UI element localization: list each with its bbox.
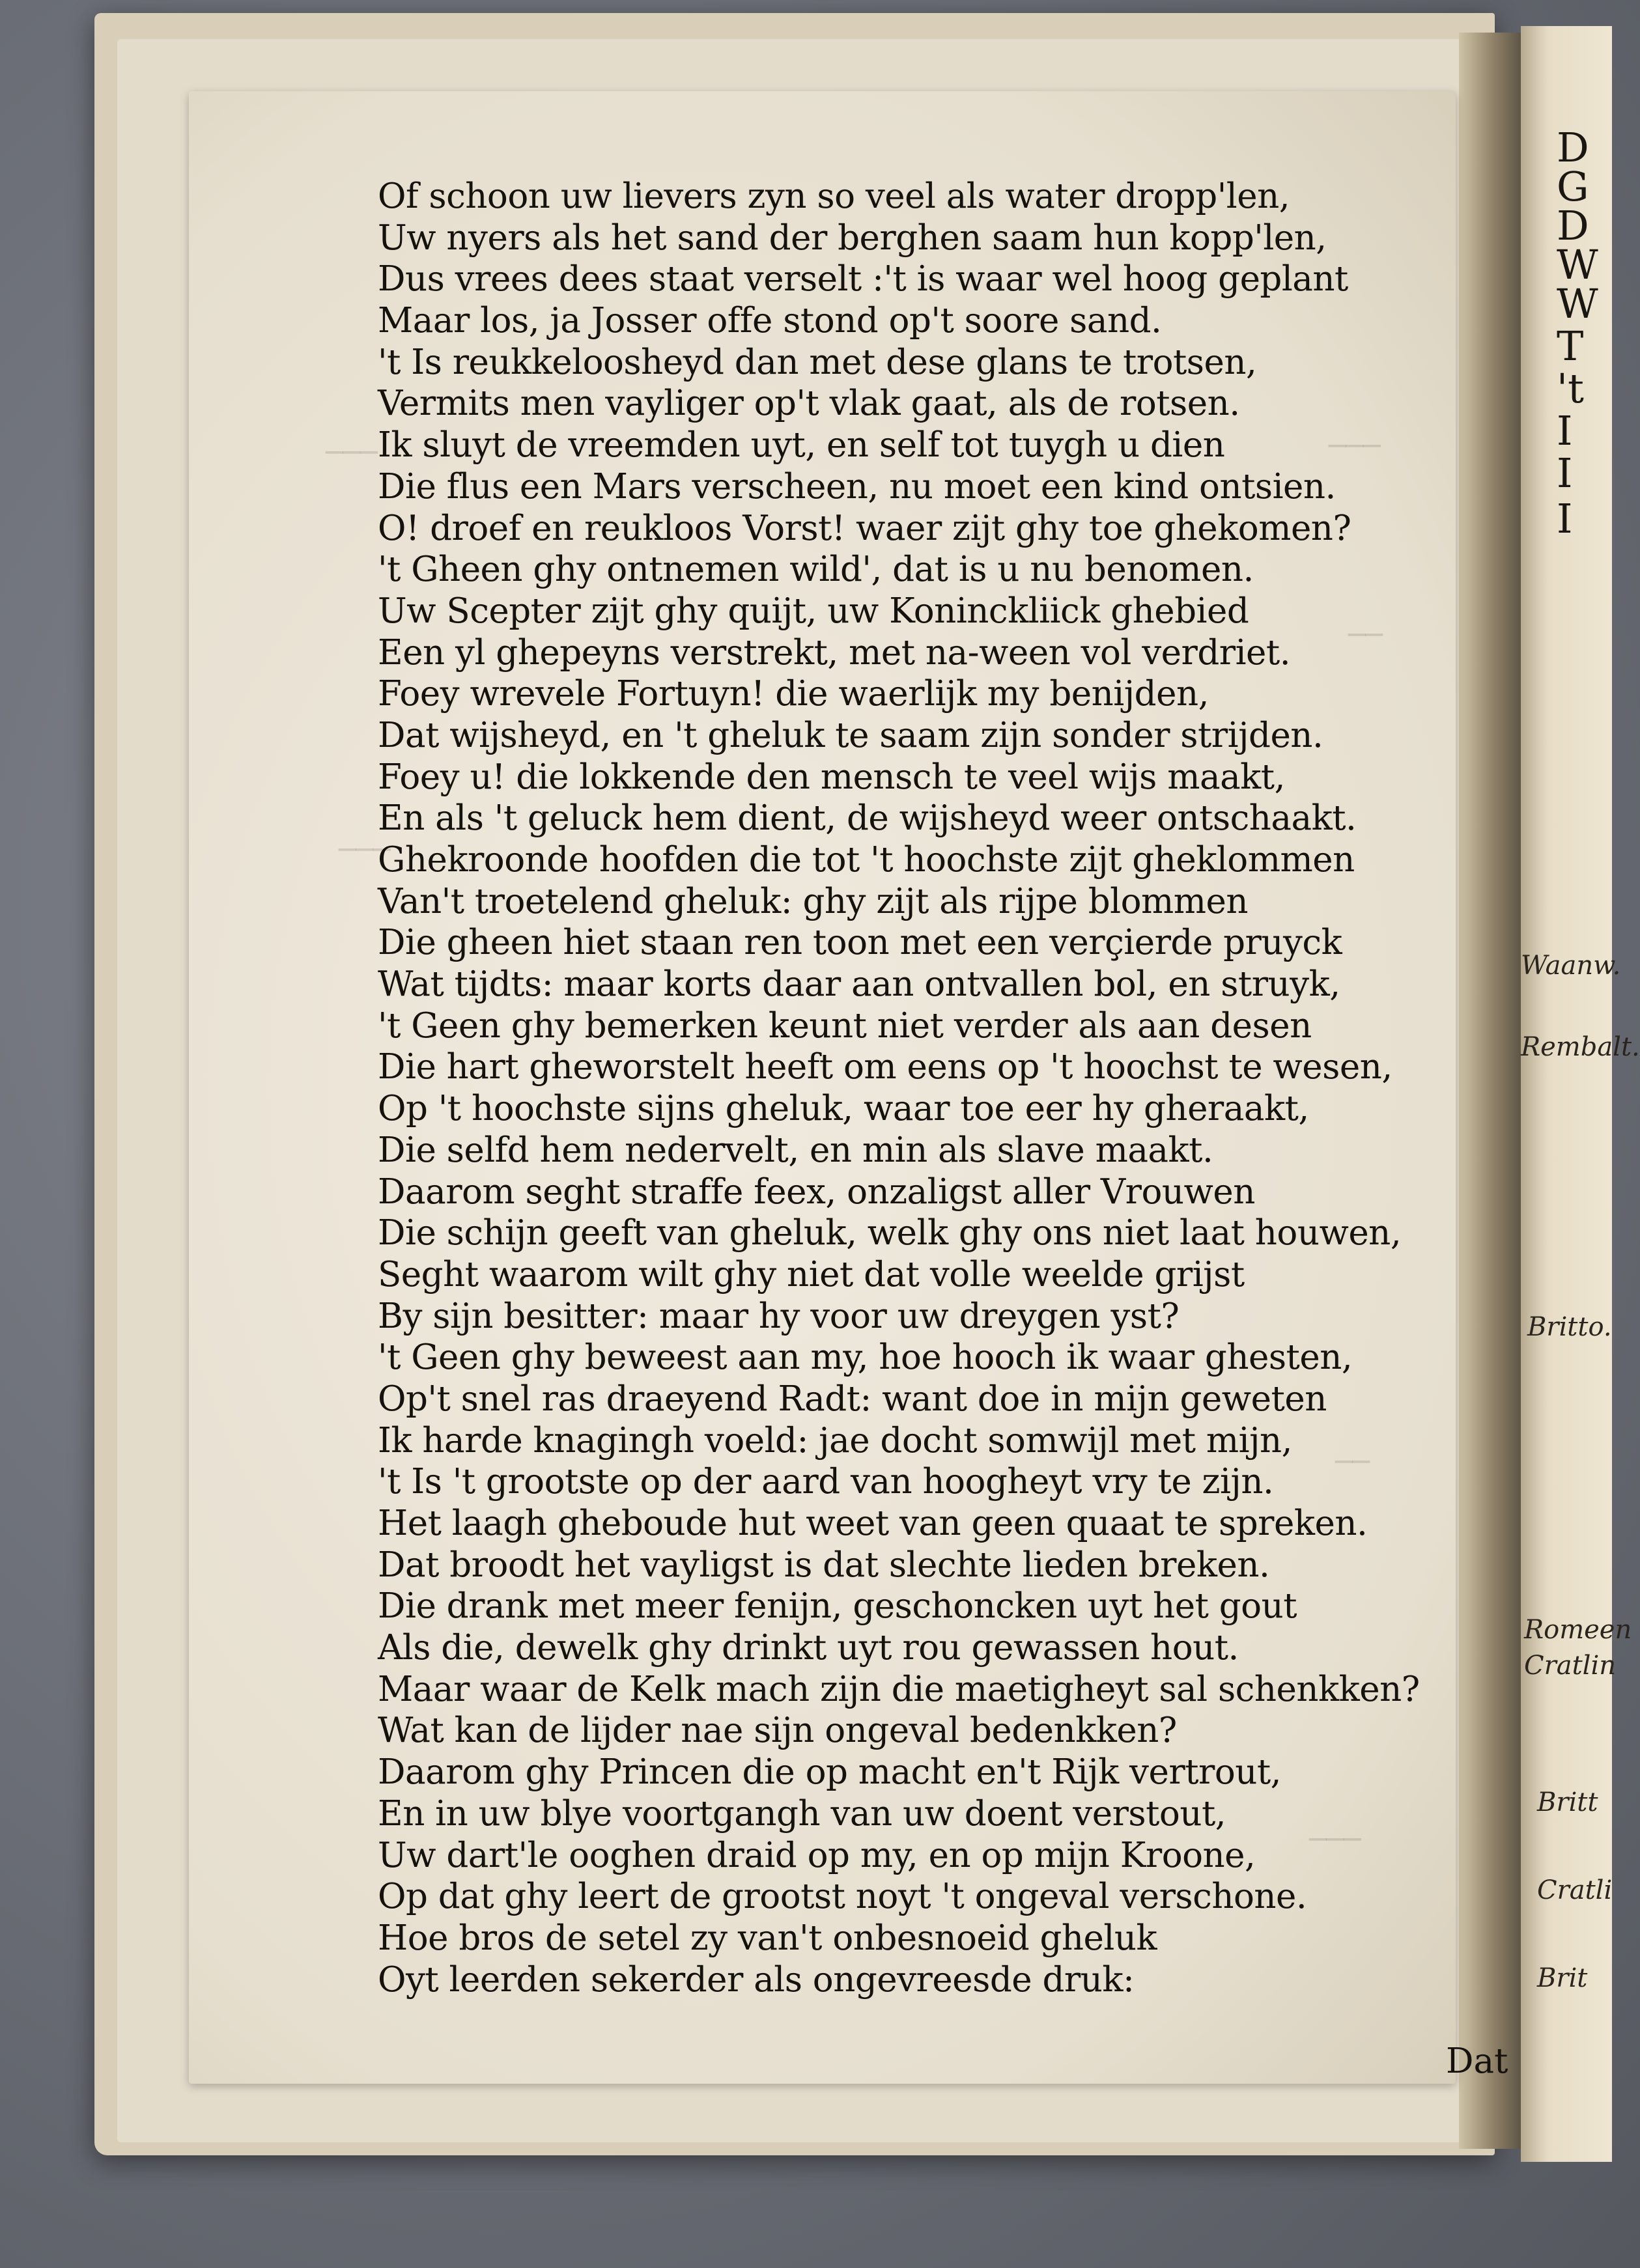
verse-line: En als 't geluck hem dient, de wijsheyd weer ontschaakt. [378, 798, 1357, 839]
verse-line: 't Geen ghy beweest aan my, hoe hooch ik waar ghesten, [378, 1337, 1353, 1378]
left-page [189, 91, 1508, 2084]
verse-line: Uw dart'le ooghen draid op my, en op mijn Kroone, [378, 1835, 1256, 1875]
verse-line: Ik harde knagingh voeld: jae docht somwijl met mijn, [378, 1420, 1293, 1461]
bleed-through-mark: ─── [1329, 430, 1381, 463]
verse-line: Uw nyers als het sand der berghen saam hun kopp'len, [378, 217, 1327, 258]
verse-line: Ik sluyt de vreemden uyt, en self tot tuygh u dien [378, 425, 1225, 466]
verse-line: O! droef en reukloos Vorst! waer zijt ghy toe ghekomen? [378, 508, 1351, 548]
verse-line: 't Is 't grootste op der aard van hoogheyt vry te zijn. [378, 1462, 1274, 1502]
verse-line: Daarom seght straffe feex, onzaligst aller Vrouwen [378, 1171, 1255, 1212]
speaker-label: Romeen [1524, 1615, 1632, 1645]
verse-line: Foey u! die lokkende den mensch te veel wijs maakt, [378, 757, 1285, 797]
facing-page-fragment: I [1557, 407, 1573, 455]
verse-line: En in uw blye voortgangh van uw doent verstout, [378, 1793, 1226, 1834]
verse-line: 't Gheen ghy ontnemen wild', dat is u nu benomen. [378, 550, 1254, 590]
verse-line: Dat wijsheyd, en 't gheluk te saam zijn sonder strijden. [378, 715, 1323, 755]
speaker-label: Britto. [1527, 1312, 1612, 1342]
speaker-label: Britt [1537, 1787, 1598, 1817]
facing-page [1521, 26, 1640, 2162]
bleed-through-mark: ─── [1309, 1823, 1361, 1856]
facing-page-fragment: D [1557, 202, 1589, 249]
verse-line: Een yl ghepeyns verstrekt, met na-ween vol verdriet. [378, 632, 1291, 673]
bleed-through-mark: ── [1348, 619, 1383, 652]
verse-line: Wat kan de lijder nae sijn ongeval bedenkken? [378, 1711, 1177, 1751]
speaker-label: Brit [1537, 1963, 1588, 1993]
facing-page-fragment: I [1557, 495, 1573, 542]
verse-line: Maar waar de Kelk mach zijn die maetigheyt sal schenkken? [378, 1669, 1420, 1709]
verse-line: Maar los, ja Josser offe stond op't soore sand. [378, 301, 1162, 341]
verse-line: Uw Scepter zijt ghy quijt, uw Koninckliick ghebied [378, 591, 1249, 631]
verse-line: Dat broodt het vayligst is dat slechte lieden breken. [378, 1545, 1270, 1585]
verse-line: 't Is reukkeloosheyd dan met dese glans te trotsen, [378, 342, 1257, 382]
bleed-through-mark: ── [1335, 1446, 1370, 1479]
verse-line: 't Geen ghy bemerken keunt niet verder als aan desen [378, 1005, 1312, 1046]
speaker-label: Rembalt. [1521, 1032, 1640, 1062]
verse-line: By sijn besitter: maar hy voor uw dreygen yst? [378, 1296, 1180, 1336]
verse-line: Die flus een Mars verscheen, nu moet een kind ontsien. [378, 466, 1336, 507]
facing-page-fragment: 't [1557, 365, 1584, 412]
speaker-label: Cratli [1537, 1875, 1613, 1905]
verse-text-block [378, 176, 1452, 2000]
verse-line: Ghekroonde hoofden die tot 't hoochste zijt gheklommen [378, 840, 1355, 880]
verse-line: Die gheen hiet staan ren toon met een verçierde pruyck [378, 923, 1342, 963]
verse-line: Seght waarom wilt ghy niet dat volle weelde grijst [378, 1254, 1245, 1295]
verse-line: Het laagh gheboude hut weet van geen quaat te spreken. [378, 1504, 1368, 1543]
verse-line: Die schijn geeft van gheluk, welk ghy ons niet laat houwen, [378, 1213, 1402, 1253]
verse-line: Vermits men vayliger op't vlak gaat, als de rotsen. [378, 384, 1240, 424]
verse-line: Als die, dewelk ghy drinkt uyt rou gewassen hout. [378, 1628, 1239, 1668]
verse-line: Op't snel ras draeyend Radt: want doe in mijn geweten [378, 1379, 1327, 1419]
verse-line: Foey wrevele Fortuyn! die waerlijk my benijden, [378, 674, 1209, 714]
verse-line: Daarom ghy Princen die op macht en't Rijk vertrout, [378, 1752, 1282, 1793]
facing-page-fragment: W [1557, 280, 1598, 328]
verse-line: Van't troetelend gheluk: ghy zijt als rijpe blommen [378, 881, 1249, 921]
verse-line: Die selfd hem nedervelt, en min als slave maakt. [378, 1130, 1213, 1170]
facing-page-fragment: I [1557, 449, 1573, 497]
verse-line: Of schoon uw lievers zyn so veel als water dropp'len, [378, 176, 1290, 216]
facing-page-fragment: G [1557, 163, 1589, 210]
verse-line: Op 't hoochste sijns gheluk, waar toe eer hy gheraakt, [378, 1089, 1309, 1129]
verse-line: Op dat ghy leert de grootst noyt 't ongeval verschone. [378, 1877, 1307, 1917]
verse-line: Wat tijdts: maar korts daar aan ontvallen bol, en struyk, [378, 964, 1340, 1005]
verse-line: Oyt leerden sekerder als ongevreesde druk: [378, 1959, 1135, 2000]
speaker-label: Cratlin [1524, 1651, 1616, 1681]
verse-line: Die hart gheworstelt heeft om eens op 't hoochst te wesen, [378, 1047, 1393, 1087]
bleed-through-mark: ​─── [326, 436, 378, 469]
verse-line: Die drank met meer fenijn, geschoncken uyt het gout [378, 1586, 1297, 1627]
verse-line: Dus vrees dees staat verselt :'t is waar wel hoog geplant [378, 259, 1348, 300]
facing-page-fragment: T [1557, 322, 1584, 370]
catchword: Dat [1446, 2041, 1508, 2081]
book [78, 13, 1640, 2162]
verse-line: Hoe bros de setel zy van't onbesnoeid gheluk [378, 1918, 1157, 1958]
book-spine [1459, 33, 1531, 2149]
bleed-through-mark: ─── [339, 833, 391, 867]
facing-page-fragment: W [1557, 241, 1598, 288]
facing-page-fragment: D [1557, 124, 1589, 171]
speaker-label: Waanw. [1521, 951, 1621, 981]
